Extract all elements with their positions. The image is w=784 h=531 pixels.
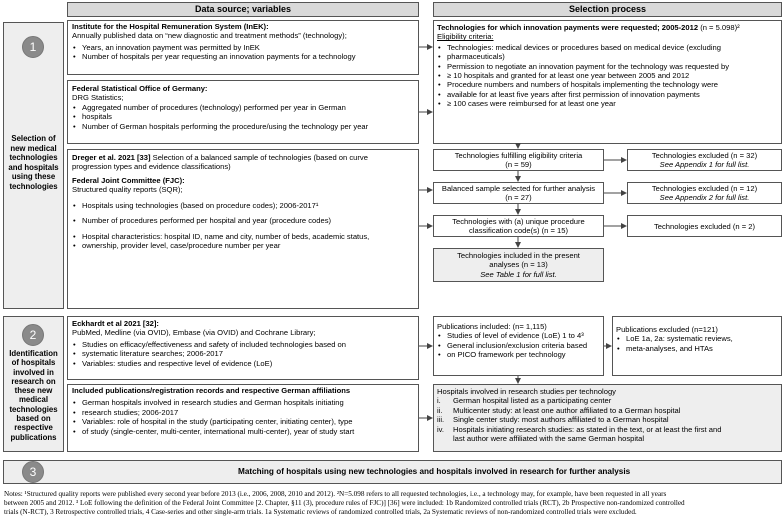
- excluded-2-text: Technologies excluded (n = 12) See Appendix 2 for full list.: [651, 184, 758, 203]
- included-text: Technologies included in the present analyses (n = 13) See Table 1 for full list.: [457, 251, 580, 279]
- source-eckhardt-text: Eckhardt et al 2021 [32]: PubMed, Medline (via OVID), Embase (via OVID) and Cochrane Library; • Studies on efficacy/effectiveness and safety of included technologies based on • systematic literature searches; 2006-2017 • Variables: studies and respective level of evidence (LoE): [72, 319, 346, 368]
- codes-text: Technologies with (a) unique procedure classification code(s) (n = 15): [452, 217, 585, 236]
- phase-3-label: Matching of hospitals using new technologies and hospitals involved in research for further analysis: [238, 467, 631, 476]
- source-inek-text: Institute for the Hospital Remuneration System (InEK): Annually published data on “new diagnostic and treatment methods” (technology); • Years, an innovation payment was permitted by InEK • Number of hospitals per year requesting an innovation payments for a technology: [72, 22, 356, 62]
- excluded-3-text: Technologies excluded (n = 2): [653, 222, 756, 231]
- selection-technologies-text: Technologies for which innovation payments were requested; 2005-2012 (n = 5.098)² Eligibility criteria: • Technologies: medical devices or procedures based on medical device (excluding • pharmaceuticals) • Permission to negotiate an innovation payment for the technology was requested by • ≥ 10 hospitals and granted for at least one year between 2005 and 2012 • Procedure numbers and numbers of hospitals implementing the technology were • available for at least five years after first permission of innovation payments • ≥ 100 cases were reimbursed for at least one year: [437, 23, 740, 109]
- publications-excluded-text: Publications excluded (n=121) • LoE 1a, 2a: systematic reviews, • meta-analyses, and HTAs: [616, 325, 733, 353]
- eligible-text: Technologies fulfilling eligibility criteria (n = 59): [454, 151, 583, 170]
- header-data-source: Data source; variables: [67, 2, 419, 17]
- phase-2-badge: 2: [22, 324, 44, 346]
- balanced-text: Balanced sample selected for further analysis (n = 27): [441, 184, 596, 203]
- source-publications-text: Included publications/registration records and respective German affiliations • German hospitals involved in research studies and German hospitals initiating • research studies; 2006-2017 • Variables: role of hospital in the study (participating center, initiating center), type • of study (single-center, multi-center, international multi-center), year of study start: [72, 386, 354, 436]
- source-fjc-text: Federal Joint Committee (FJC): Structured quality reports (SQR); • Hospitals using technologies (based on procedure codes); 2006-2017¹ • Number of procedures performed per hospital and year (procedure codes) • Hospital characteristics: hospital ID, name and city, number of beds, academic status, • ownership, provider level, case/procedure number per year: [72, 176, 369, 250]
- destatis-continuation: • hospitals: [72, 112, 368, 121]
- phase-2-label: Identification of hospitals involved in research on these new medical technologies based on respective publications: [9, 349, 58, 442]
- publications-included-text: Publications included: (n= 1,115) • Studies of level of evidence (LoE) 1 to 4³ • General inclusion/exclusion criteria based • on PICO framework per technology: [437, 322, 587, 360]
- source-dreger-text: Dreger et al. 2021 [33] Selection of a balanced sample of technologies (based on curve progression types and evidence classifications): [72, 153, 368, 172]
- header-selection-process: Selection process: [433, 2, 782, 17]
- phase-1-label: Selection of new medical technologies and hospitals using these technologies: [8, 134, 59, 191]
- phase-1-badge: 1: [22, 36, 44, 58]
- phase-3-badge: 3: [22, 461, 44, 483]
- excluded-1-text: Technologies excluded (n = 32) See Appendix 1 for full list.: [651, 151, 758, 170]
- source-destatis-text: Federal Statistical Office of Germany: DRG Statistics; • Aggregated number of procedures (technology) performed per year in German • hospitals • Number of German hospitals performing the procedure/using the technology per year: [72, 84, 368, 131]
- footnotes: Notes: ¹Structured quality reports were published every second year before 2013 (i.e., 2006, 2008, 2010 and 2012). ²N=5.098 refers to all requested technologies, i.e., a technology may, for example, have been requested in all years between 2005 and 2012. ³ LoE following the definition of the Federal Joint Committee [2. Chapter, §11 (3), procedure rules of FJC)] [36] were included: 1b Randomized controlled trials (RCT), 2b Prospective non-randomized controlled trials (N-RCT), 3 Retrospective controlled trials, 4 Case-series and other single-arm trials. 1a Systematic reviews of randomized controlled trials, 2a Systematic reviews of non-randomized controlled trials were excluded.: [4, 490, 685, 516]
- hospitals-research-text: Hospitals involved in research studies per technology i. German hospital listed as a participating center ii. Multicenter study: at least one author affiliated to a German hospital iii. Single center study: most authors affiliated to a German hospital iv. Hospitals initiating research studies: as stated in the text, or at least the first and last author were affiliated with the same German hospital: [437, 387, 722, 444]
